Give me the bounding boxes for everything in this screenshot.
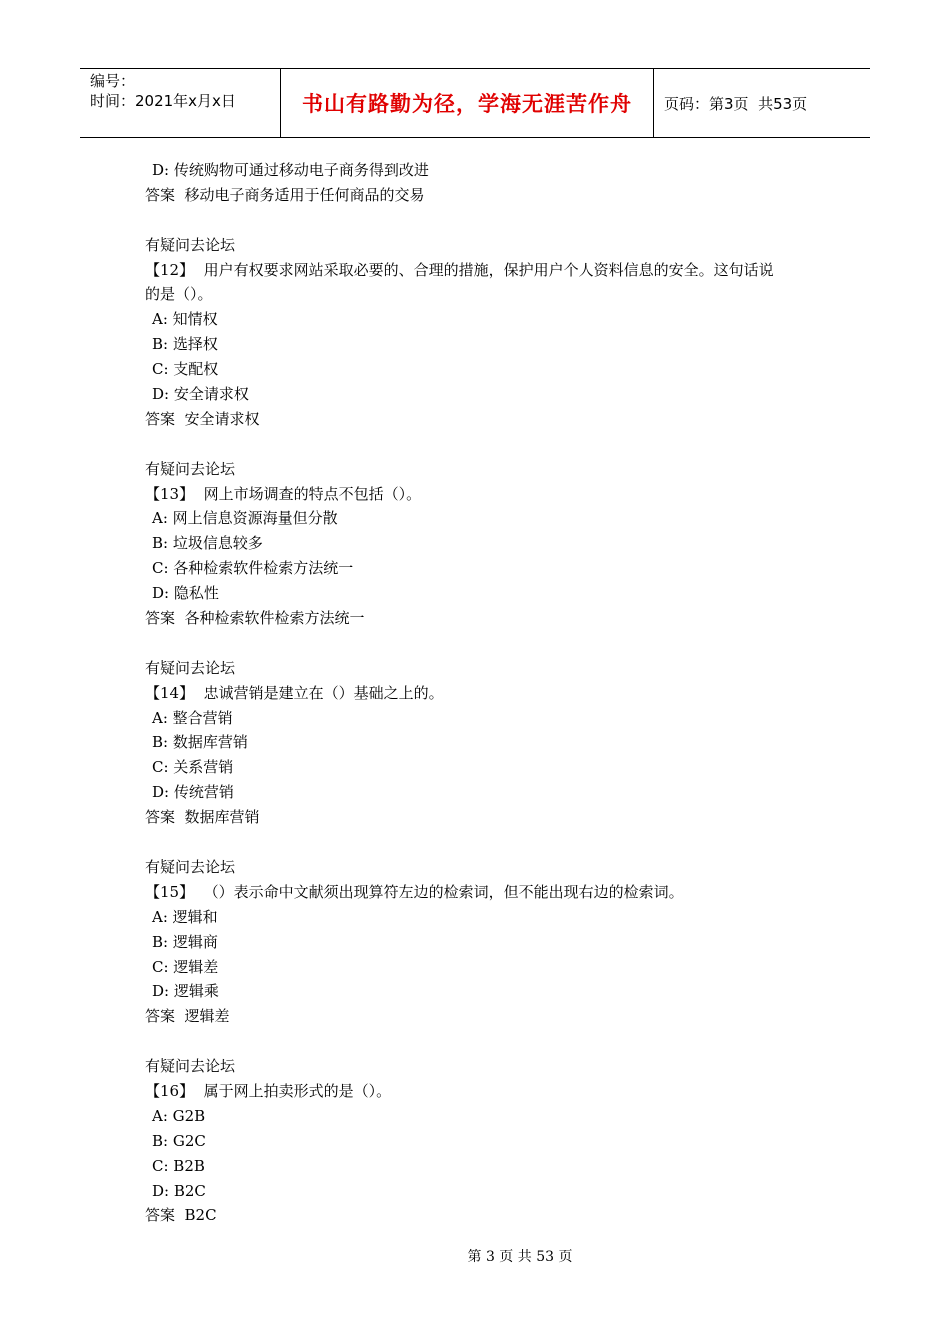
header-meta — [80, 69, 281, 137]
option-a: A: 知情权 — [152, 310, 218, 329]
option-b: B: 数据库营销 — [152, 733, 248, 752]
option-d: D: B2C — [152, 1181, 206, 1200]
option-c: C: 关系营销 — [152, 758, 234, 777]
answer-15: 答案 逻辑差 — [145, 1007, 230, 1026]
question-text: （）表示命中文献须出现算符左边的检索词，但不能出现右边的检索词。 — [203, 882, 684, 901]
blank-line — [145, 1029, 825, 1054]
page-info-text: 页码：第3页 共53页 — [664, 94, 808, 113]
option-a: A: 逻辑和 — [152, 907, 218, 926]
forum-link-13[interactable]: 有疑问去论坛 — [145, 459, 236, 478]
question-text: 属于网上拍卖形式的是（）。 — [203, 1081, 392, 1100]
question-text: 用户有权要求网站采取必要的、合理的措施，保护用户个人资料信息的安全。这句话说 — [203, 260, 774, 279]
header-page-info — [654, 69, 870, 137]
question-number: 【12】 — [145, 260, 195, 279]
question-14 — [145, 681, 825, 706]
blank-line — [145, 208, 825, 233]
option-d: D: 安全请求权 — [152, 385, 249, 404]
forum-link-15[interactable]: 有疑问去论坛 — [145, 857, 236, 876]
answer-12: 答案 安全请求权 — [145, 409, 260, 428]
question-13 — [145, 482, 825, 507]
question-number: 【13】 — [145, 484, 195, 503]
option-c: C: 支配权 — [152, 360, 219, 379]
answer-14: 答案 数据库营销 — [145, 808, 260, 827]
option-a: A: G2B — [152, 1106, 206, 1125]
option-b: B: 逻辑商 — [152, 932, 218, 951]
page-footer — [0, 1246, 950, 1266]
blank-line — [145, 830, 825, 855]
forum-link-16[interactable]: 有疑问去论坛 — [145, 1057, 236, 1076]
option-a: A: 网上信息资源海量但分散 — [152, 509, 338, 528]
question-16 — [145, 1079, 825, 1104]
option-b: B: 垃圾信息较多 — [152, 534, 263, 553]
option-a: A: 整合营销 — [152, 708, 233, 727]
question-12 — [145, 258, 825, 283]
question-12-cont: 的是（）。 — [145, 285, 213, 304]
intro-option-d: D: 传统购物可通过移动电子商务得到改进 — [152, 161, 429, 179]
option-d: D: 传统营销 — [152, 783, 234, 802]
option-d: D: 逻辑乘 — [152, 982, 219, 1001]
forum-link-14[interactable]: 有疑问去论坛 — [145, 658, 236, 677]
option-c: C: B2B — [152, 1156, 205, 1175]
blank-line — [145, 631, 825, 656]
question-number: 【14】 — [145, 683, 195, 702]
question-text: 网上市场调查的特点不包括（）。 — [203, 484, 422, 503]
number-label: 编号： — [90, 72, 136, 90]
answer-16: 答案 B2C — [145, 1206, 217, 1225]
footer-page-number: 第 3 页 共 53 页 — [467, 1249, 573, 1265]
question-number: 【15】 — [145, 882, 195, 901]
document-body — [145, 158, 825, 1228]
option-c: C: 逻辑差 — [152, 957, 219, 976]
blank-line — [145, 432, 825, 457]
page-header — [80, 68, 870, 138]
option-b: B: G2C — [152, 1131, 206, 1150]
time-label: 时间：2021年x月x日 — [90, 92, 236, 110]
intro-answer: 答案 移动电子商务适用于任何商品的交易 — [145, 185, 425, 204]
option-b: B: 选择权 — [152, 335, 218, 354]
forum-link-12[interactable]: 有疑问去论坛 — [145, 235, 236, 254]
question-number: 【16】 — [145, 1081, 195, 1100]
question-text: 忠诚营销是建立在（）基础之上的。 — [203, 683, 444, 702]
question-15 — [145, 880, 825, 905]
answer-13: 答案 各种检索软件检索方法统一 — [145, 609, 365, 628]
option-d: D: 隐私性 — [152, 584, 219, 603]
option-c: C: 各种检索软件检索方法统一 — [152, 559, 354, 578]
header-motto: 书山有路勤为径，学海无涯苦作舟 — [281, 69, 654, 137]
